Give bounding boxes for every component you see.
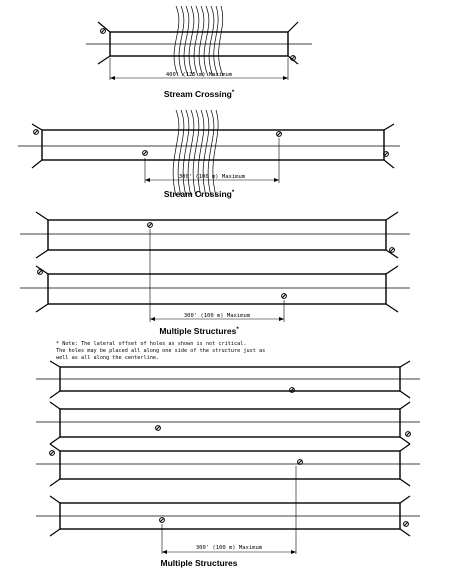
- dimension-label: 300' (100 m) Maximum: [183, 313, 251, 319]
- hole-symbol-icon: [156, 426, 161, 431]
- dimension-label: 300' (100 m) Maximum: [195, 545, 263, 551]
- hole-symbol-icon: [406, 432, 411, 437]
- end-wing-left: [36, 212, 48, 258]
- hole-symbol-icon: [277, 132, 282, 137]
- hole-symbol-icon: [143, 151, 148, 156]
- end-wing-right: [386, 212, 398, 258]
- pipe-structure: [60, 409, 400, 437]
- dimension-label: 300' (100 m) Maximum: [178, 174, 246, 180]
- dimension-line: [150, 229, 284, 322]
- pipe-structure: [48, 220, 386, 250]
- pipe-structure: [48, 274, 386, 304]
- diagram-caption: Stream Crossing*: [163, 189, 235, 199]
- note-line-2: The holes may be placed all along one side of the structure just as: [56, 348, 266, 354]
- hole-symbol-icon: [38, 270, 43, 275]
- dimension-label: 400' (125 m) Maximum: [165, 72, 233, 78]
- end-wing-left: [50, 361, 60, 398]
- hole-symbol-icon: [404, 522, 409, 527]
- diagram-caption: Stream Crossing*: [163, 89, 235, 99]
- offset-note: [56, 341, 265, 361]
- hole-symbol-icon: [282, 294, 287, 299]
- diagram-stream-crossing-1: [86, 6, 312, 99]
- end-wing-right: [386, 266, 398, 312]
- hole-symbol-icon: [148, 223, 153, 228]
- diagram-multiple-structures-1: [20, 212, 410, 336]
- pipe-structure: [60, 451, 400, 479]
- diagram-multiple-structures-2: [36, 361, 420, 568]
- end-wing-right: [400, 402, 410, 444]
- end-wing-right: [400, 361, 410, 398]
- end-wing-right: [400, 444, 410, 486]
- hole-symbol-icon: [50, 451, 55, 456]
- note-line-1: * Note: The lateral offset of holes as shown is not critical.: [56, 341, 247, 347]
- hole-symbol-icon: [390, 248, 395, 253]
- stream-lines-icon: [173, 110, 218, 196]
- diagram-caption: Multiple Structures*: [159, 326, 239, 336]
- diagram-caption: Multiple Structures: [160, 558, 238, 568]
- diagram-stream-crossing-2: [18, 110, 400, 199]
- note-line-3: well as all along the centerline.: [56, 355, 160, 361]
- hole-symbol-icon: [160, 518, 165, 523]
- hole-symbol-icon: [34, 130, 39, 135]
- hole-symbol-icon: [101, 29, 106, 34]
- stream-lines-icon: [174, 6, 223, 76]
- end-wing-left: [50, 402, 60, 444]
